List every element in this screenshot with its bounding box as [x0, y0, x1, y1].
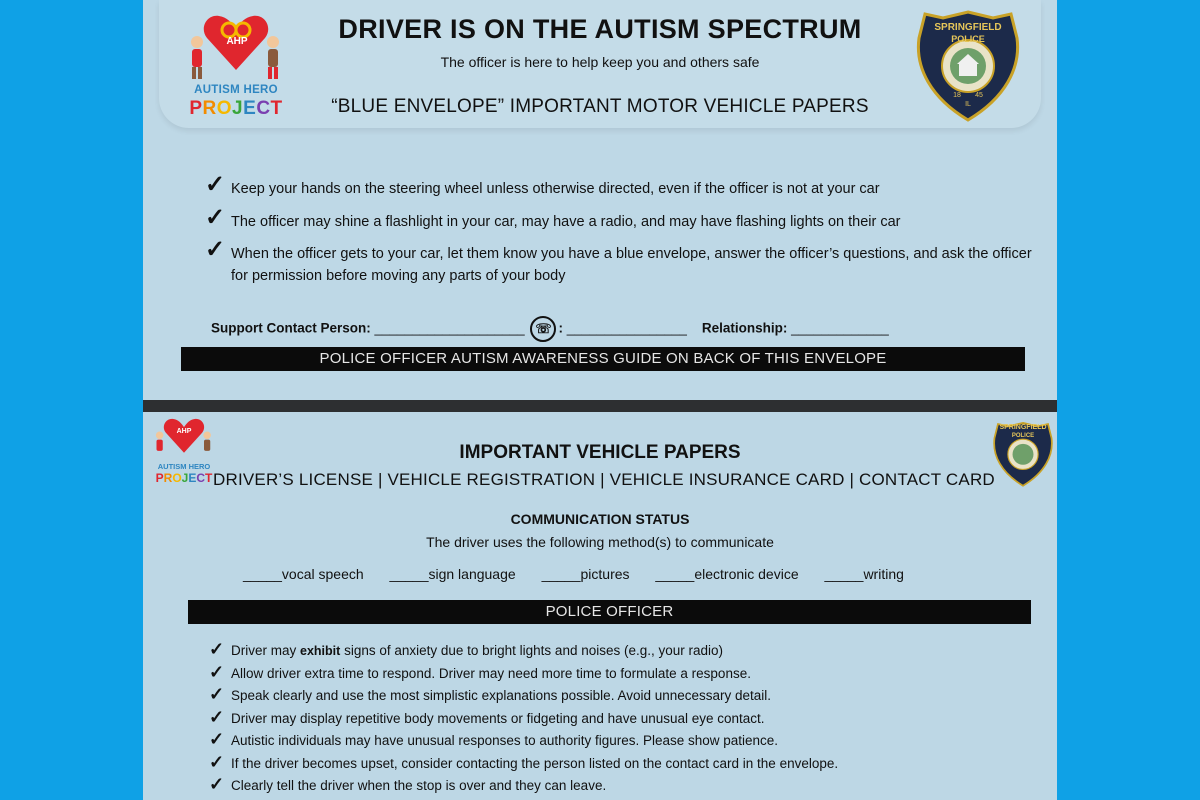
- badge-top-text: SPRINGFIELD: [934, 22, 1002, 33]
- item-text: Autistic individuals may have unusual responses to authority figures. Please show patience.: [231, 733, 779, 748]
- checkmark-icon: ✓: [209, 639, 225, 659]
- communication-subtitle: The driver uses the following method(s) to communicate: [426, 534, 774, 550]
- envelope-title: “BLUE ENVELOPE” IMPORTANT MOTOR VEHICLE PAPERS: [331, 96, 869, 117]
- section-divider: [143, 400, 1057, 412]
- checkmark-icon: ✓: [209, 706, 225, 727]
- checklist-text: Keep your hands on the steering wheel unless otherwise directed, even if the officer is not at your car: [231, 181, 880, 197]
- support-contact-row: [211, 316, 1041, 342]
- awareness-guide-banner: POLICE OFFICER AUTISM AWARENESS GUIDE ON BACK OF THIS ENVELOPE: [181, 347, 1025, 371]
- page-title: DRIVER IS ON THE AUTISM SPECTRUM: [338, 14, 862, 44]
- checkmark-icon: ✓: [209, 684, 225, 704]
- police-officer-banner: POLICE OFFICER: [188, 600, 1031, 624]
- badge-state: IL: [965, 101, 971, 108]
- item-text: Clearly tell the driver when the stop is over and they can leave.: [231, 778, 607, 793]
- comm-option-writing[interactable]: _____writing: [824, 566, 904, 582]
- checkmark-icon: ✓: [209, 661, 225, 682]
- phone-icon: ☏: [530, 316, 556, 342]
- item-bold-text: exhibit: [300, 644, 341, 658]
- logo-initials: AHP: [226, 36, 248, 47]
- logo-initials-small: AHP: [176, 428, 192, 435]
- checkmark-icon: ✓: [209, 729, 225, 749]
- support-contact-blank[interactable]: ____________________: [374, 320, 525, 336]
- logo-line1-small: AUTISM HERO: [157, 462, 211, 471]
- list-item: [209, 685, 1039, 708]
- relationship-label: Relationship:: [701, 320, 788, 336]
- checkmark-icon: ✓: [205, 236, 226, 263]
- checklist-item: [205, 204, 1035, 233]
- papers-list: DRIVER’S LICENSE | VEHICLE REGISTRATION | VEHICLE INSURANCE CARD | CONTACT CARD: [213, 470, 995, 489]
- subtitle: The officer is here to help keep you and others safe: [440, 54, 760, 70]
- checklist-item: [205, 236, 1035, 287]
- item-text: signs of anxiety due to bright lights and noises (e.g., your radio): [340, 643, 724, 658]
- item-text: Driver may: [231, 643, 301, 658]
- list-item: [209, 753, 1039, 776]
- checkmark-icon: ✓: [209, 774, 225, 794]
- papers-title: IMPORTANT VEHICLE PAPERS: [459, 442, 741, 463]
- relationship-blank[interactable]: _____________: [791, 320, 889, 336]
- checkmark-icon: ✓: [205, 171, 226, 198]
- comm-option-electronic-device[interactable]: _____electronic device: [655, 566, 799, 582]
- badge-top-text-small: SPRINGFIELD: [999, 424, 1047, 431]
- phone-blank[interactable]: ________________: [566, 320, 687, 336]
- logo-line2: PROJECT: [189, 98, 283, 119]
- item-text: Allow driver extra time to respond. Driver may need more time to formulate a response.: [231, 665, 751, 681]
- list-item: [209, 640, 1039, 663]
- checklist-text: When the officer gets to your car, let them know you have a blue envelope, answer the officer’s questions, and ask the officer for permission before moving any parts of your body: [231, 246, 1032, 284]
- officer-guidance-list: [209, 640, 1039, 798]
- police-badge: [913, 8, 1023, 123]
- badge-mid-text: POLICE: [951, 34, 985, 44]
- envelope-back: [143, 412, 1057, 800]
- checkmark-icon: ✓: [209, 751, 225, 772]
- item-text: Speak clearly and use the most simplistic explanations possible. Avoid unnecessary detail.: [231, 688, 772, 703]
- logo-line1: AUTISM HERO: [194, 84, 278, 96]
- checklist-item: [205, 171, 1035, 200]
- communication-status-title: COMMUNICATION STATUS: [510, 511, 690, 527]
- list-item: [209, 730, 1039, 753]
- item-text: Driver may display repetitive body movements or fidgeting and have unusual eye contact.: [231, 710, 765, 726]
- item-text: If the driver becomes upset, consider contacting the person listed on the contact card in the envelope.: [231, 755, 839, 771]
- communication-options: [243, 566, 1043, 582]
- badge-mid-text-small: POLICE: [1011, 433, 1035, 439]
- comm-option-vocal-speech[interactable]: _____vocal speech: [243, 566, 364, 582]
- comm-option-sign-language[interactable]: _____sign language: [389, 566, 516, 582]
- checkmark-icon: ✓: [205, 204, 226, 231]
- comm-option-pictures[interactable]: _____pictures: [541, 566, 630, 582]
- list-item: [209, 775, 1039, 798]
- checklist-text: The officer may shine a flashlight in your car, may have a radio, and may have flashing lights on their car: [231, 214, 901, 230]
- envelope-front: [143, 0, 1057, 400]
- blue-envelope-document: [143, 0, 1057, 800]
- logo-line2-small: PROJECT: [155, 471, 213, 485]
- badge-year-left: 18: [953, 92, 961, 99]
- badge-year-right: 45: [975, 92, 983, 99]
- list-item: [209, 708, 1039, 731]
- list-item: [209, 663, 1039, 686]
- support-contact-label: Support Contact Person:: [211, 320, 371, 336]
- phone-suffix: :: [558, 320, 563, 336]
